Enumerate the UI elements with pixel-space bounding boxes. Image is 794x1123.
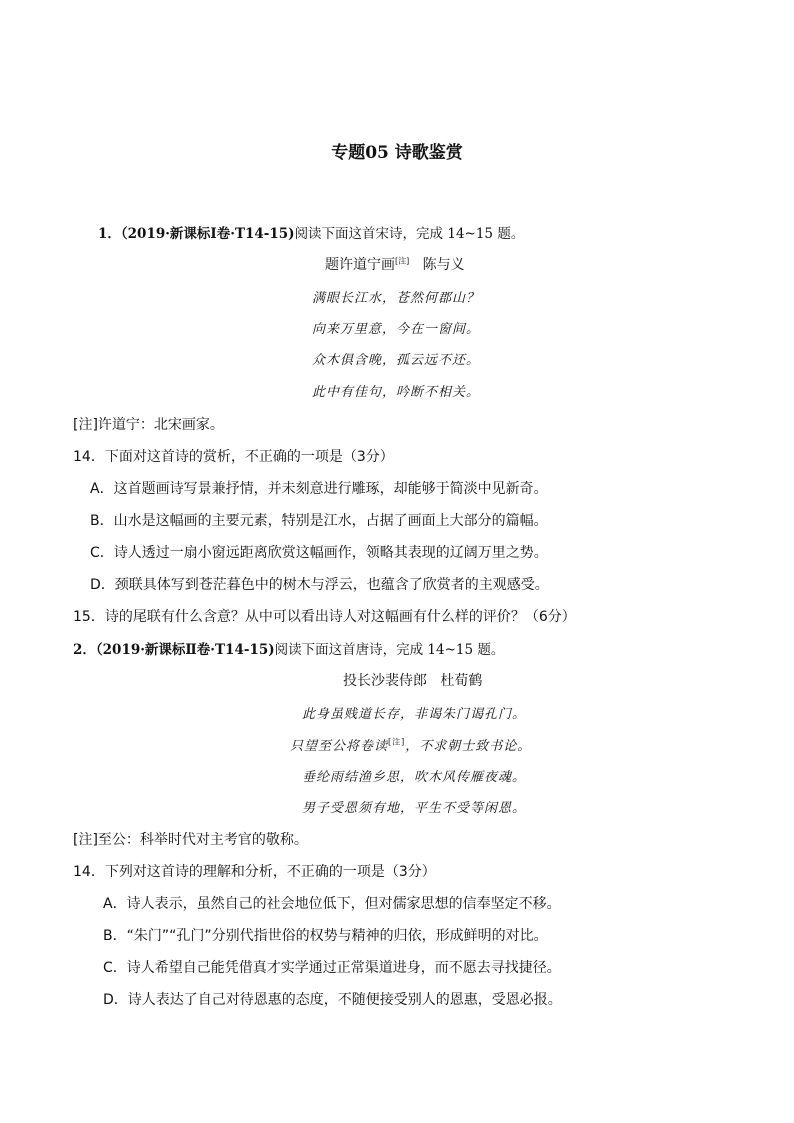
q2-poem-line [290,735,531,754]
q2-header [73,638,504,658]
q1-option-a: A．这首题画诗写景兼抒情，并未刻意进行雕琢，却能够于简淡中见新奇。 [90,481,548,497]
q2-poem-line-part: ，不求朝士致书论。 [405,739,532,754]
q1-poem-heading [325,254,465,274]
q1-footnote: [注]许道宁：北宋画家。 [73,417,224,433]
q1-header [98,222,524,242]
q2-option-c: C．诗人希望自己能凭借真才实学通过正常渠道进身，而不愿去寻找捷径。 [103,960,561,976]
q2-sub14: 14．下列对这首诗的理解和分析，不正确的一项是（3分） [73,864,436,880]
q2-option-d: D．诗人表达了自己对待恩惠的态度，不随便接受别人的恩惠，受恩必报。 [103,992,562,1008]
q2-footnote: [注]至公：科举时代对主考官的敬称。 [73,832,308,848]
q1-option-c: C．诗人透过一扇小窗远距离欣赏这幅画作，领略其表现的辽阔万里之势。 [90,545,548,561]
q2-poem-author: 杜荀鹤 [440,673,483,689]
q1-option-d: D．颈联具体写到苍茫暮色中的树木与浮云，也蕴含了欣赏者的主观感受。 [90,577,549,593]
q2-number: 2． [73,642,96,658]
q1-poem-line: 众木俱含晚，孤云远不还。 [312,353,481,368]
q2-poem-title: 投长沙裴侍郎 [343,673,427,689]
q2-poem-heading [343,670,482,690]
q1-sub14: 14．下面对这首诗的赏析，不正确的一项是（3分） [73,449,394,465]
q1-intro: 阅读下面这首宋诗，完成 14~15 题。 [294,226,525,242]
q1-source: （2019·新课标Ⅰ卷·T14-15) [120,226,295,242]
q1-poem-author: 陈与义 [422,257,465,273]
q2-poem-line-part: 只望至公将卷读 [290,739,389,754]
q1-option-b: B．山水是这幅画的主要元素，特别是江水，占据了画面上大部分的篇幅。 [90,513,548,529]
q2-poem-line: 此身虽贱道长存，非谒朱门谒孔门。 [302,707,527,722]
q2-intro: 阅读下面这首唐诗，完成 14~15 题。 [274,642,505,658]
q1-poem-line: 向来万里意，今在一窗间。 [312,322,481,337]
q1-poem-title: 题许道宁画 [325,257,395,273]
q2-poem-line: 男子受恩须有地，平生不受等闲恩。 [302,801,527,816]
q2-poem-line: 垂纶雨结渔乡思，吹木风传雁夜魂。 [302,770,527,785]
q1-number: 1． [98,226,121,242]
q1-sub15: 15．诗的尾联有什么含意？从中可以看出诗人对这幅画有什么样的评价？（6分） [73,609,576,625]
page-title: 专题05 诗歌鉴赏 [331,143,463,163]
q1-poem-line: 满眼长江水，苍然何郡山？ [312,291,481,306]
q2-source: （2019·新课标Ⅱ卷·T14-15) [95,642,275,658]
q1-poem-note-mark: [注] [395,256,410,266]
q2-poem-note-mark: [注] [388,737,406,747]
q2-option-b: B．“朱门”“孔门”分别代指世俗的权势与精神的归依，形成鲜明的对比。 [103,928,548,944]
q2-option-a: A．诗人表示，虽然自己的社会地位低下，但对儒家思想的信奉坚定不移。 [103,896,561,912]
q1-poem-line: 此中有佳句，吟断不相关。 [312,385,481,400]
